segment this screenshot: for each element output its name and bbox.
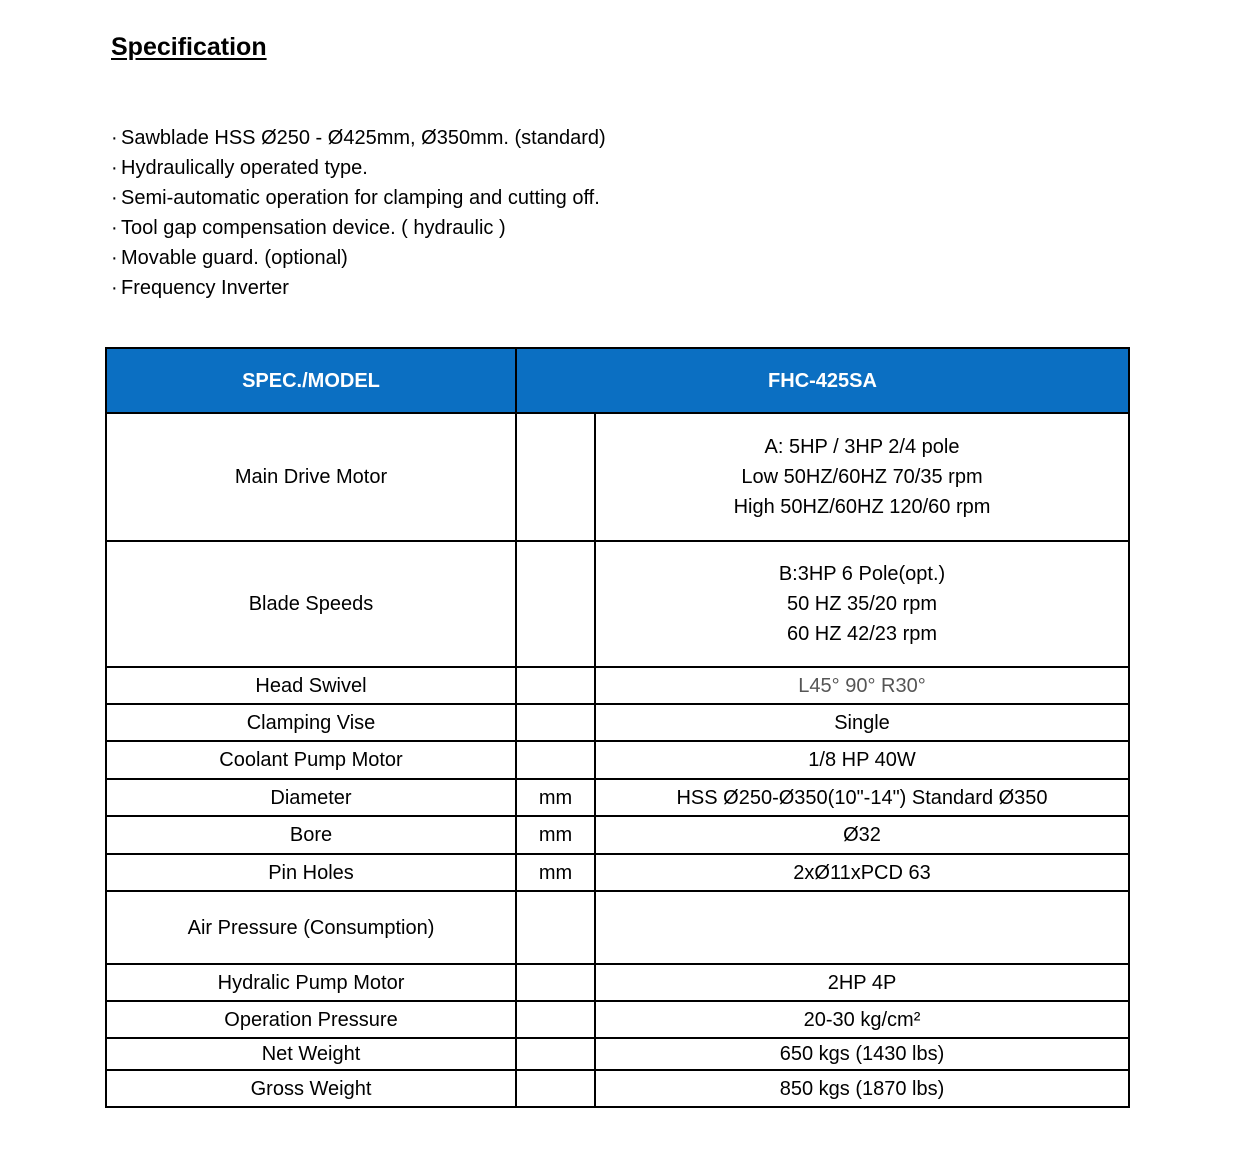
spec-value: L45° 90° R30° bbox=[595, 667, 1129, 704]
bullet: · bbox=[111, 217, 118, 239]
spec-value-line: 60 HZ 42/23 rpm bbox=[786, 623, 938, 645]
feature-text: Tool gap compensation device. ( hydraulic ) bbox=[121, 217, 506, 239]
spec-value bbox=[595, 413, 1129, 541]
spec-unit bbox=[516, 1070, 595, 1107]
spec-label: Diameter bbox=[106, 779, 516, 816]
list-item bbox=[111, 123, 606, 153]
spec-value-line: High 50HZ/60HZ 120/60 rpm bbox=[733, 496, 991, 518]
feature-text: Semi-automatic operation for clamping and cutting off. bbox=[121, 187, 600, 209]
spec-unit bbox=[516, 964, 595, 1001]
table-row bbox=[106, 1001, 1129, 1038]
spec-label: Bore bbox=[106, 816, 516, 854]
page-title: Specification bbox=[111, 33, 267, 61]
table-row bbox=[106, 704, 1129, 741]
list-item bbox=[111, 183, 606, 213]
spec-label: Head Swivel bbox=[106, 667, 516, 704]
spec-value: Ø32 bbox=[595, 816, 1129, 854]
bullet: · bbox=[111, 277, 118, 299]
spec-unit: mm bbox=[516, 779, 595, 816]
spec-value-line: A: 5HP / 3HP 2/4 pole bbox=[764, 436, 960, 458]
spec-label: Clamping Vise bbox=[106, 704, 516, 741]
list-item bbox=[111, 273, 606, 303]
spec-value bbox=[595, 541, 1129, 667]
bullet: · bbox=[111, 187, 118, 209]
spec-unit bbox=[516, 891, 595, 964]
spec-label: Operation Pressure bbox=[106, 1001, 516, 1038]
table-row bbox=[106, 854, 1129, 891]
spec-label: Coolant Pump Motor bbox=[106, 741, 516, 779]
spec-value: 850 kgs (1870 lbs) bbox=[595, 1070, 1129, 1107]
table-header-row bbox=[106, 348, 1129, 413]
spec-label: Air Pressure (Consumption) bbox=[106, 891, 516, 964]
spec-unit bbox=[516, 704, 595, 741]
spec-label: Net Weight bbox=[106, 1038, 516, 1070]
spec-value-line: B:3HP 6 Pole(opt.) bbox=[778, 563, 946, 585]
spec-label: Main Drive Motor bbox=[106, 413, 516, 541]
spec-value-line: Low 50HZ/60HZ 70/35 rpm bbox=[741, 466, 983, 488]
spec-value: 20-30 kg/cm² bbox=[595, 1001, 1129, 1038]
table-row bbox=[106, 741, 1129, 779]
bullet: · bbox=[111, 127, 118, 149]
table-row bbox=[106, 541, 1129, 667]
spec-unit bbox=[516, 1038, 595, 1070]
spec-unit bbox=[516, 741, 595, 779]
spec-value-line: 50 HZ 35/20 rpm bbox=[786, 593, 938, 615]
spec-value: 1/8 HP 40W bbox=[595, 741, 1129, 779]
spec-unit bbox=[516, 541, 595, 667]
spec-label: Blade Speeds bbox=[106, 541, 516, 667]
table-row bbox=[106, 964, 1129, 1001]
spec-value: 650 kgs (1430 lbs) bbox=[595, 1038, 1129, 1070]
table-row bbox=[106, 413, 1129, 541]
feature-text: Movable guard. (optional) bbox=[121, 247, 348, 269]
bullet: · bbox=[111, 247, 118, 269]
spec-value: Single bbox=[595, 704, 1129, 741]
spec-value: 2HP 4P bbox=[595, 964, 1129, 1001]
table-row bbox=[106, 779, 1129, 816]
header-spec-model: SPEC./MODEL bbox=[106, 348, 516, 413]
table-row bbox=[106, 816, 1129, 854]
table-row bbox=[106, 667, 1129, 704]
table-row bbox=[106, 1070, 1129, 1107]
feature-text: Frequency Inverter bbox=[121, 277, 289, 299]
spec-table bbox=[105, 347, 1130, 1108]
spec-unit bbox=[516, 667, 595, 704]
feature-text: Sawblade HSS Ø250 - Ø425mm, Ø350mm. (standard) bbox=[121, 127, 606, 149]
feature-list bbox=[111, 123, 606, 303]
spec-value: HSS Ø250-Ø350(10"-14") Standard Ø350 bbox=[595, 779, 1129, 816]
feature-text: Hydraulically operated type. bbox=[121, 157, 368, 179]
spec-unit bbox=[516, 413, 595, 541]
spec-label: Pin Holes bbox=[106, 854, 516, 891]
header-model-name: FHC-425SA bbox=[516, 348, 1129, 413]
bullet: · bbox=[111, 157, 118, 179]
list-item bbox=[111, 153, 606, 183]
spec-label: Gross Weight bbox=[106, 1070, 516, 1107]
spec-value bbox=[595, 891, 1129, 964]
spec-label: Hydralic Pump Motor bbox=[106, 964, 516, 1001]
spec-unit: mm bbox=[516, 816, 595, 854]
table-row bbox=[106, 1038, 1129, 1070]
list-item bbox=[111, 213, 606, 243]
spec-value: 2xØ11xPCD 63 bbox=[595, 854, 1129, 891]
table-row bbox=[106, 891, 1129, 964]
list-item bbox=[111, 243, 606, 273]
spec-unit: mm bbox=[516, 854, 595, 891]
spec-unit bbox=[516, 1001, 595, 1038]
